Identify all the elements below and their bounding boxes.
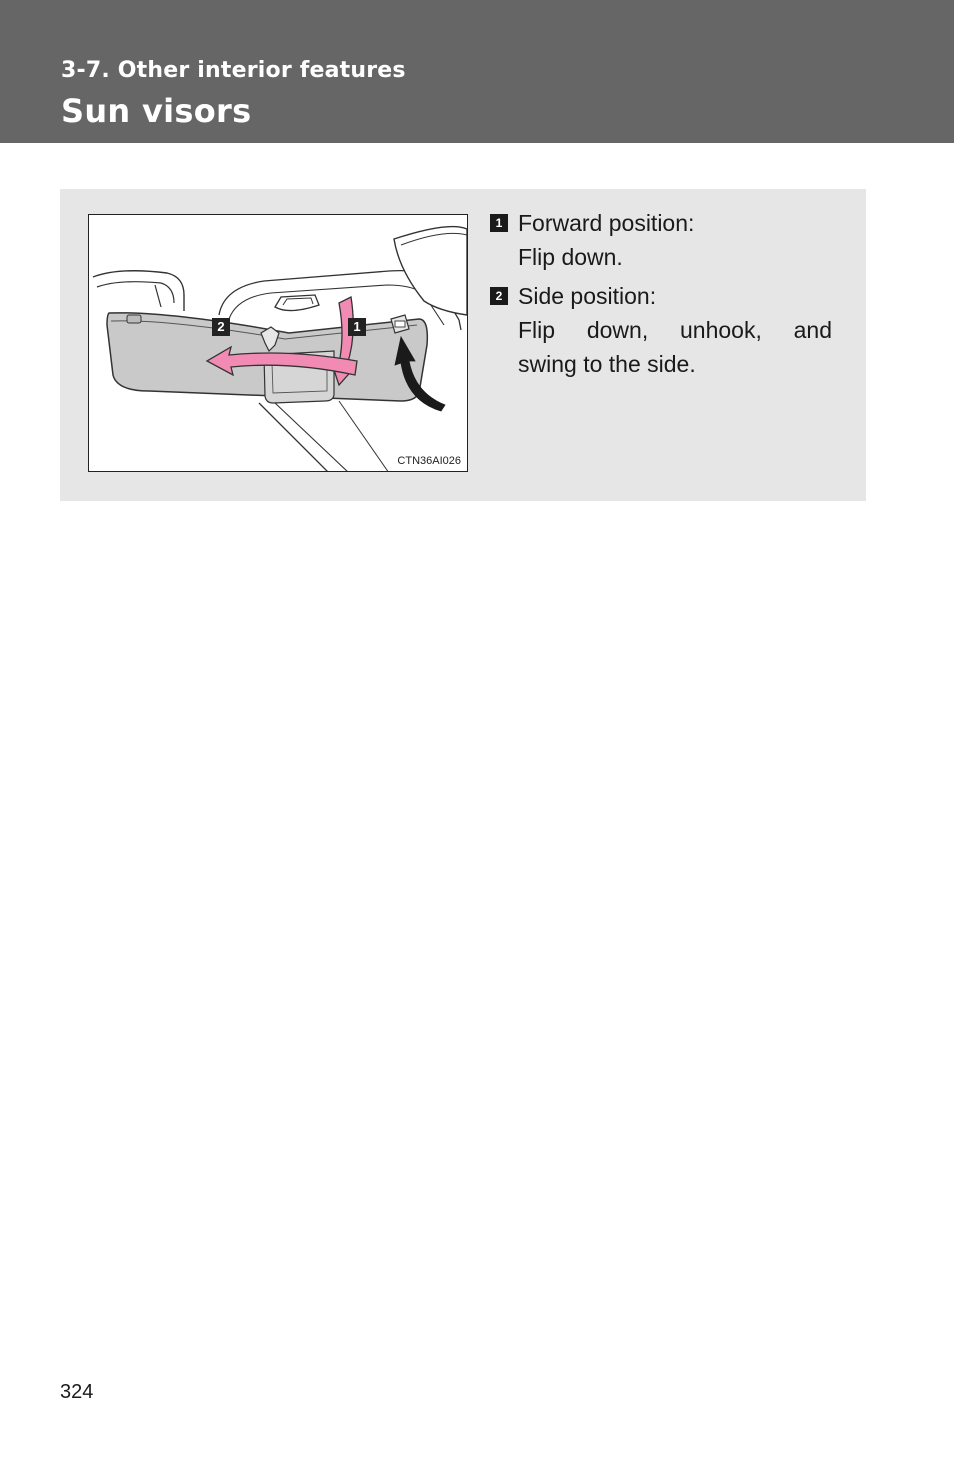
page-header (0, 0, 954, 143)
figure-code: CTN36AI026 (397, 455, 461, 467)
step-heading: Forward position: (518, 210, 695, 236)
step-detail: Flip down, unhook, and (518, 317, 832, 343)
figure-badge-1: 1 (348, 318, 366, 336)
sun-visor-drawing (89, 215, 468, 472)
step-detail: swing to the side. (518, 351, 696, 377)
page-title: Sun visors (61, 92, 252, 130)
step-badge-2: 2 (490, 287, 508, 305)
step-detail: Flip down. (518, 244, 623, 270)
steps-list (490, 206, 832, 381)
content-panel (60, 189, 866, 501)
sun-visor-illustration (88, 214, 468, 472)
section-label: 3-7. Other interior features (61, 58, 406, 83)
step-badge-1: 1 (490, 214, 508, 232)
page-number: 324 (60, 1381, 94, 1403)
step-heading: Side position: (518, 283, 657, 309)
figure-badge-2: 2 (212, 318, 230, 336)
step-forward-position (490, 206, 832, 274)
step-side-position (490, 279, 832, 381)
